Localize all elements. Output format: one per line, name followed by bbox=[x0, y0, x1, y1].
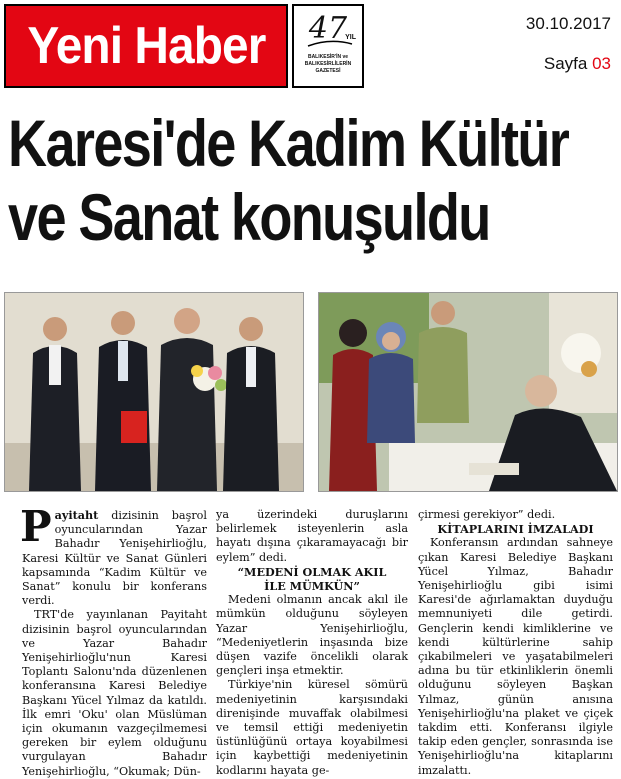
article-column-2 bbox=[216, 508, 408, 778]
headline bbox=[8, 106, 569, 254]
article-paragraph: TRT'de yayınlanan Payitaht dizisinin başrol oyuncularından ve Yazar Bahadır Yenişehirlioğlu'nun Karesi Toplantı Salonu'nda düzenlenen konferansına Karesi Belediye Başkanı Yücel Yılmaz da katıldı. İlk emri 'Oku' olan Müslüman için okumanın vazgeçilmemesi gereken bir eylem olduğunu vurgulayan Bahadır Yenişehirlioğlu, “Okumak; Dün- bbox=[22, 608, 207, 778]
badge-number: 47 bbox=[308, 11, 348, 46]
headline-line-2: ve Sanat konuşuldu bbox=[8, 180, 490, 254]
article-paragraph bbox=[20, 502, 207, 608]
article-column-1 bbox=[20, 502, 207, 779]
photo-book-signing bbox=[318, 292, 618, 492]
headline-line-1: Karesi'de Kadim Kültür bbox=[8, 106, 569, 180]
dropcap: P bbox=[20, 502, 52, 551]
lead-word: ayitaht bbox=[54, 508, 99, 522]
article-paragraph: Medeni olmanın ancak akıl ile mümkün olduğunu söyleyen Yazar Yenişehirlioğlu, “Medeniyetlerin inşasında bize düşen vazife öncelikli olarak gençleri inşa etmektir. bbox=[216, 593, 408, 678]
group-portrait-illustration bbox=[5, 293, 303, 491]
subheading-1-line-2: İLE MÜMKÜN” bbox=[264, 579, 360, 594]
page-number: 03 bbox=[592, 54, 611, 73]
paragraph-text: dizisinin başrol oyuncularından Yazar Bahadır Yenişehirlioğlu, Karesi Kültür ve Sanat Günleri kapsamında “Kadim Kültür ve Sanat” konulu bir konferans verdi. bbox=[22, 509, 207, 608]
subheading-1-line-1: “MEDENİ OLMAK AKIL bbox=[237, 564, 387, 579]
article-paragraph: Konferansın ardından sahneye çıkan Karesi Belediye Başkanı Yücel Yılmaz, Bahadır Yenişehirlioğlu gibi isimi Karesi'de ağırlamaktan duyduğu memnuniyeti dile getirdi. Gençlerin kendi kimliklerine ve kendi kültürlerine sahip çıkabilmeleri ve yaşatabilmeleri adına bu tür etkinliklerin önemli olduğunu söyleyen Başkan Yılmaz, günün anısına Yenişehirlioğlu'na plaket ve çiçek takdim etti. Konferansı ilgiyle takip eden gençler, sonrasında ise Yenişehirlioğlu'na kitaplarını imzalattı. bbox=[418, 536, 613, 777]
book-signing-illustration bbox=[319, 293, 617, 491]
photo-group-portrait bbox=[4, 292, 304, 492]
anniversary-badge bbox=[292, 4, 364, 88]
subheading-2: KİTAPLARINI İMZALADI bbox=[437, 522, 594, 537]
masthead bbox=[4, 4, 364, 88]
newspaper-logo bbox=[4, 4, 288, 88]
article-column-3 bbox=[418, 508, 613, 778]
issue-date: 30.10.2017 bbox=[525, 14, 611, 33]
logo-text: Yeni Haber bbox=[26, 17, 266, 75]
badge-caption: BALIKESİR'İN ve BALIKESİRLİLERİN GAZETESİ bbox=[304, 54, 352, 74]
article-paragraph: ya üzerindeki duruşlarını belirlemek isteyenlerin asla hayatı dışına çıkaramayacağı bir eylem” dedi. bbox=[216, 508, 408, 564]
article-paragraph: Türkiye'nin küresel sömürü medeniyetinin karşısındaki direnişinde muvaffak olabilmesi ve temsil ettiği medeniyetin üstünlüğünü ortaya koyabilmesi için kaybettiği medeniyetinin kodlarını hayata ge- bbox=[216, 678, 408, 777]
badge-suffix: YIL bbox=[345, 34, 356, 41]
page-indicator bbox=[544, 54, 611, 74]
swoosh-icon bbox=[306, 40, 354, 48]
article-paragraph: çirmesi gerekiyor” dedi. bbox=[418, 508, 556, 521]
page-label: Sayfa bbox=[543, 54, 588, 73]
